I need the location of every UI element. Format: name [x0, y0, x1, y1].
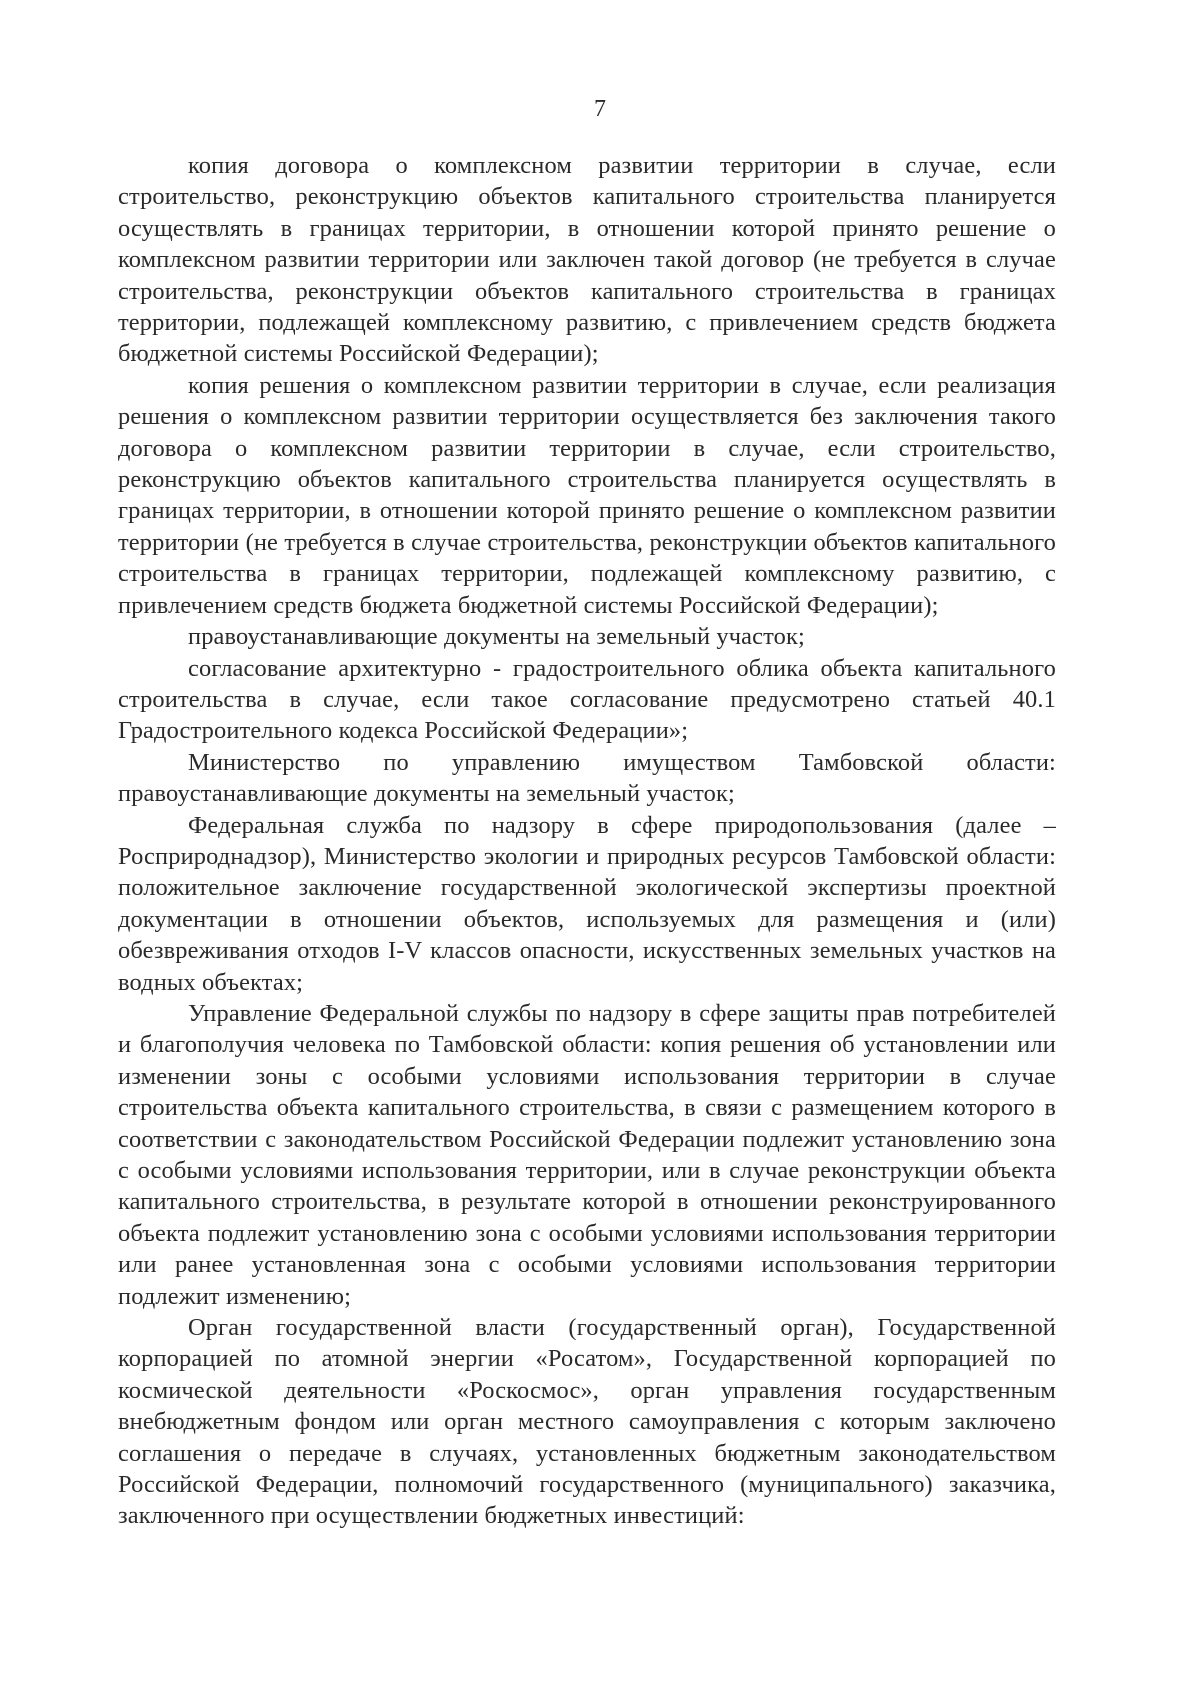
paragraph-rospotrebnadzor: Управление Федеральной службы по надзору в сфере защиты прав потребителей и благополучия человека по Тамбовской области: копия решения об установлении или изменении зоны с особыми условиями использования территории в случае строительства объекта капитального строительства, в связи с размещением которого в соответствии с законодательством Российской Федерации подлежит установлению зона с особыми условиями использования территории, или в случае реконструкции объекта капитального строительства, в результате которой в отношении реконструированного объекта подлежит установлению зона с особыми условиями использования территории или ранее установленная зона с особыми условиями использования территории подлежит изменению; — [118, 999, 1056, 1310]
paragraph-architectural-approval: согласование архитектурно - градостроительного облика объекта капитального строительства в случае, если такое согласование предусмотрено статьей 40.1 Градостроительного кодекса Российской Федерации»; — [118, 654, 1056, 745]
paragraph-complex-development-agreement: копия договора о комплексном развитии территории в случае, если строительство, реконструкцию объектов капитального строительства планируется осуществлять в границах территории, в отношении которой принято решение о комплексном развитии территории или заключен такой договор (не требуется в случае строительства, реконструкции объектов капитального строительства в границах территории, подлежащей комплексному развитию, с привлечением средств бюджета бюджетной системы Российской Федерации); — [118, 152, 1056, 368]
paragraph-title-documents: правоустанавливающие документы на земельный участок; — [188, 623, 805, 651]
paragraph-complex-development-decision: копия решения о комплексном развитии территории в случае, если реализация решения о комплексном развитии территории осуществляется без заключения такого договора о комплексном развитии территории в случае, если строительство, реконструкцию объектов капитального строительства планируется осуществлять в границах территории, в отношении которой принято решение о комплексном развитии территории (не требуется в случае строительства, реконструкции объектов капитального строительства в границах территории, подлежащей комплексному развитию, с привлечением средств бюджета бюджетной системы Российской Федерации); — [118, 371, 1056, 619]
paragraph-rosprirodnadzor: Федеральная служба по надзору в сфере природопользования (далее – Росприроднадзор), Министерство экологии и природных ресурсов Тамбовской области: положительное заключение государственной экологической экспертизы проектной документации в отношении объектов, используемых для размещения и (или) обезвреживания отходов I-V классов опасности, искусственных земельных участков на водных объектах; — [118, 811, 1056, 996]
document-body — [118, 150, 1056, 1532]
paragraph-property-ministry: Министерство по управлению имуществом Тамбовской области: правоустанавливающие документы на земельный участок; — [118, 748, 1056, 808]
page-number: 7 — [594, 96, 606, 122]
paragraph-state-authority: Орган государственной власти (государственный орган), Государственной корпорацией по атомной энергии «Росатом», Государственной корпорацией по космической деятельности «Роскосмос», орган управления государственным внебюджетным фондом или орган местного самоуправления с которым заключено соглашения о передаче в случаях, установленных бюджетным законодательством Российской Федерации, полномочий государственного (муниципального) заказчика, заключенного при осуществлении бюджетных инвестиций: — [118, 1314, 1056, 1530]
